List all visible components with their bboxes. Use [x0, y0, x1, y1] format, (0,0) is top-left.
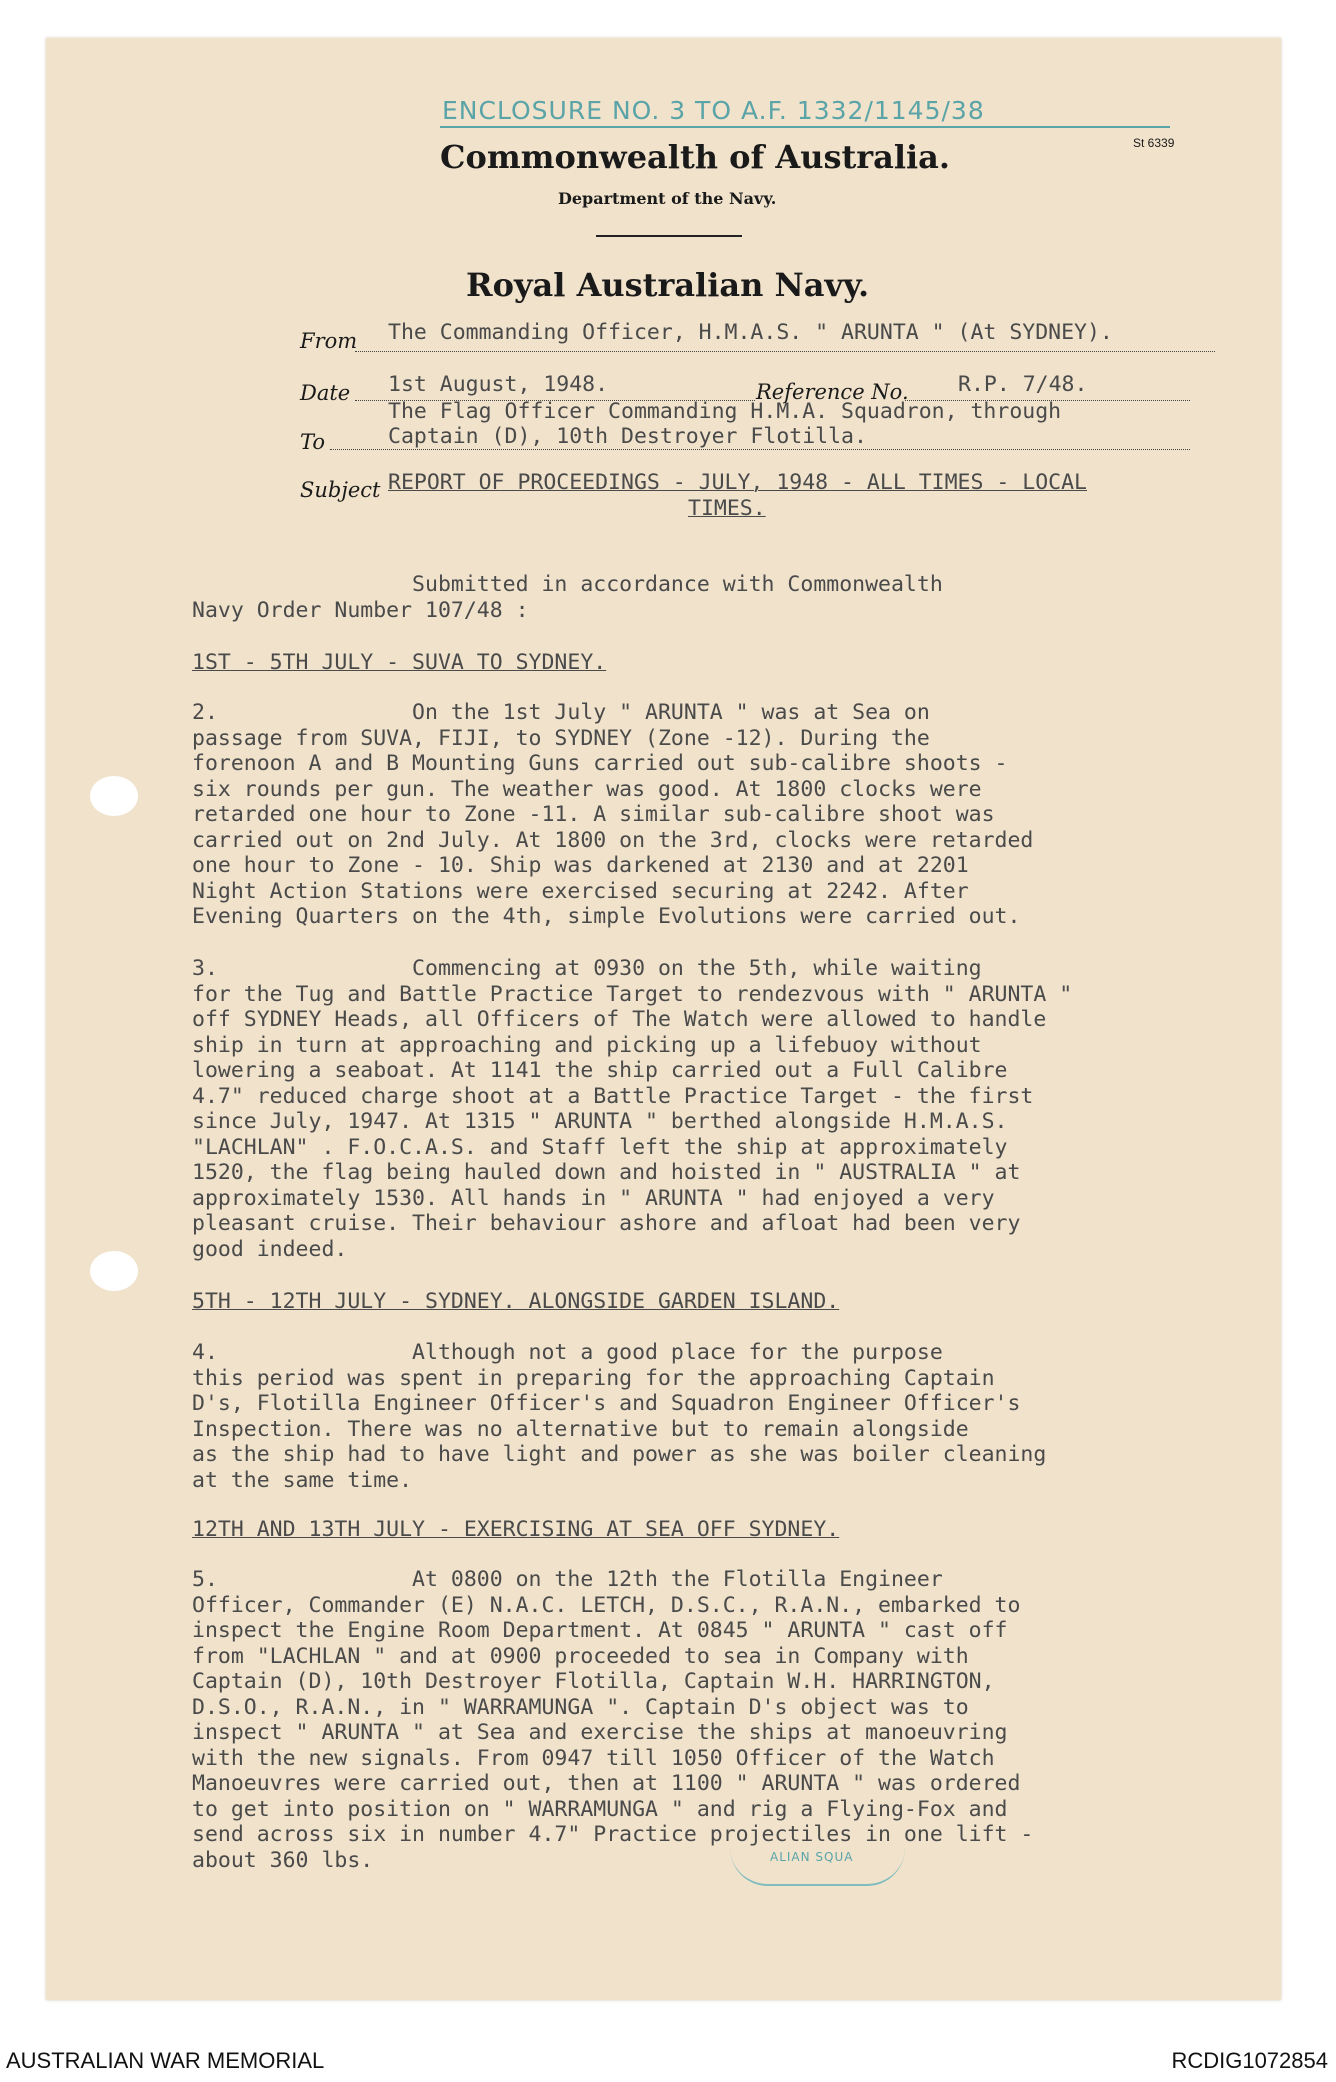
to-line [330, 449, 1190, 450]
section-heading-3: 12TH AND 13TH JULY - EXERCISING AT SEA OFF SYDNEY. [192, 1517, 840, 1542]
p4-line: at the same time. [192, 1467, 413, 1493]
paragraph-5 [192, 1567, 1232, 1873]
p3-line: 1520, the flag being hauled down and hoisted in " AUSTRALIA " at [192, 1160, 1021, 1185]
p5-line: to get into position on " WARRAMUNGA " and rig a Flying-Fox and [192, 1796, 1008, 1822]
p3-line: "LACHLAN" . F.O.C.A.S. and Staff left the ship at approximately [192, 1134, 1008, 1160]
reference-label: Reference No. [756, 380, 909, 404]
ran-heading: Royal Australian Navy. [466, 266, 870, 304]
p2-line: retarded one hour to Zone -11. A similar sub-calibre shoot was [192, 802, 995, 827]
p2-line: Night Action Stations were exercised securing at 2242. After [192, 878, 969, 904]
paragraph-3 [192, 956, 1232, 1262]
to-value-1: The Flag Officer Commanding H.M.A. Squadron, through [388, 399, 1062, 424]
p5-line: 5. At 0800 on the 12th the Flotilla Engineer [192, 1567, 943, 1592]
subject-label: Subject [300, 478, 381, 502]
p4-line: this period was spent in preparing for the approaching Captain [192, 1365, 995, 1391]
squadron-stamp-text: ALIAN SQUA [770, 1850, 854, 1864]
punch-hole-top [90, 776, 138, 816]
intro-line: Navy Order Number 107/48 : [192, 597, 529, 623]
section-heading-1: 1ST - 5TH JULY - SUVA TO SYDNEY. [192, 650, 607, 675]
reference-value: R.P. 7/48. [958, 372, 1088, 397]
p3-line: since July, 1947. At 1315 " ARUNTA " berthed alongside H.M.A.S. [192, 1109, 1008, 1134]
to-label: To [300, 430, 326, 454]
p5-line: from "LACHLAN " and at 0900 proceeded to sea in Company with [192, 1643, 969, 1669]
to-value-2: Captain (D), 10th Destroyer Flotilla. [388, 424, 867, 449]
subject-value-1: REPORT OF PROCEEDINGS - JULY, 1948 - ALL TIMES - LOCAL [388, 470, 1087, 495]
paragraph-2 [192, 700, 1232, 930]
p3-line: 4.7" reduced charge shoot at a Battle Practice Target - the first [192, 1083, 1034, 1109]
p3-line: lowering a seaboat. At 1141 the ship carried out a Full Calibre [192, 1058, 1008, 1083]
p3-line: 3. Commencing at 0930 on the 5th, while waiting [192, 956, 982, 981]
intro-paragraph [192, 572, 1232, 623]
p5-line: D.S.O., R.A.N., in " WARRAMUNGA ". Captain D's object was to [192, 1694, 969, 1720]
intro-line: Submitted in accordance with Commonwealth [192, 572, 943, 597]
subject-value-2: TIMES. [688, 496, 766, 521]
p5-line: Officer, Commander (E) N.A.C. LETCH, D.S.C., R.A.N., embarked to [192, 1592, 1021, 1618]
from-line [355, 351, 1215, 352]
p4-line: as the ship had to have light and power as she was boiler cleaning [192, 1442, 1047, 1467]
date-value: 1st August, 1948. [388, 372, 609, 397]
footer-right: RCDIG1072854 [1171, 2048, 1328, 2073]
p2-line: 2. On the 1st July " ARUNTA " was at Sea on [192, 700, 930, 725]
p5-line: Manoeuvres were carried out, then at 1100 " ARUNTA " was ordered [192, 1771, 1021, 1796]
p2-line: passage from SUVA, FIJI, to SYDNEY (Zone -12). During the [192, 725, 930, 751]
from-label: From [300, 329, 358, 353]
date-label: Date [300, 381, 351, 405]
paragraph-4 [192, 1340, 1232, 1493]
p4-line: Inspection. There was no alternative but to remain alongside [192, 1416, 969, 1442]
section-heading-2: 5TH - 12TH JULY - SYDNEY. ALONGSIDE GARDEN ISLAND. [192, 1289, 840, 1314]
punch-hole-bottom [90, 1251, 138, 1291]
p5-line: send across six in number 4.7" Practice projectiles in one lift - [192, 1822, 1034, 1847]
p3-line: good indeed. [192, 1236, 348, 1262]
enclosure-stamp: ENCLOSURE NO. 3 TO A.F. 1332/1145/38 [442, 96, 985, 125]
p2-line: one hour to Zone - 10. Ship was darkened at 2130 and at 2201 [192, 853, 969, 878]
p2-line: six rounds per gun. The weather was good. At 1800 clocks were [192, 776, 982, 802]
p5-line: about 360 lbs. [192, 1847, 374, 1873]
commonwealth-heading: Commonwealth of Australia. [440, 138, 951, 176]
p5-line: inspect " ARUNTA " at Sea and exercise the ships at manoeuvring [192, 1720, 1008, 1745]
p3-line: approximately 1530. All hands in " ARUNTA " had enjoyed a very [192, 1185, 995, 1211]
p3-line: for the Tug and Battle Practice Target to rendezvous with " ARUNTA " [192, 981, 1073, 1007]
p2-line: carried out on 2nd July. At 1800 on the 3rd, clocks were retarded [192, 827, 1034, 853]
p5-line: inspect the Engine Room Department. At 0845 " ARUNTA " cast off [192, 1618, 1008, 1643]
p5-line: Captain (D), 10th Destroyer Flotilla, Captain W.H. HARRINGTON, [192, 1669, 995, 1694]
p3-line: off SYDNEY Heads, all Officers of The Watch were allowed to handle [192, 1007, 1047, 1032]
p3-line: ship in turn at approaching and picking up a lifebuoy without [192, 1032, 982, 1058]
squadron-stamp [730, 1848, 905, 1886]
p4-line: D's, Flotilla Engineer Officer's and Squadron Engineer Officer's [192, 1391, 1021, 1416]
p2-line: Evening Quarters on the 4th, simple Evolutions were carried out. [192, 904, 1021, 929]
form-number: St 6339 [1133, 136, 1175, 150]
from-value: The Commanding Officer, H.M.A.S. " ARUNTA " (At SYDNEY). [388, 320, 1113, 345]
header-rule [596, 235, 742, 237]
department-heading: Department of the Navy. [558, 189, 777, 208]
enclosure-stamp-line [440, 126, 1170, 128]
p4-line: 4. Although not a good place for the purpose [192, 1340, 943, 1365]
p3-line: pleasant cruise. Their behaviour ashore and afloat had been very [192, 1211, 1021, 1236]
p5-line: with the new signals. From 0947 till 1050 Officer of the Watch [192, 1745, 995, 1771]
p2-line: forenoon A and B Mounting Guns carried out sub-calibre shoots - [192, 751, 1008, 776]
footer-left: AUSTRALIAN WAR MEMORIAL [6, 2048, 325, 2073]
